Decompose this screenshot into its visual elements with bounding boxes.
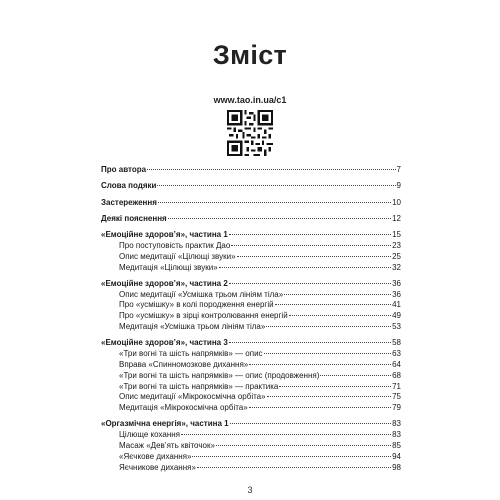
toc-entry-title: «Емоційне здоров’я», частина 1 [101,230,228,240]
toc-entry-page: 85 [392,441,401,451]
toc-entry-page: 75 [392,392,401,402]
toc-entry-title: Про «усмішку» в зірці контролювання енергій [119,311,288,321]
toc-entry-title: Опис медитації «Мікрокосмічна орбіта» [119,392,266,402]
toc-entry-title: «Емоційне здоров’я», частина 3 [101,338,228,348]
toc-entry-row[interactable] [101,403,401,414]
dot-leader [229,234,391,235]
dot-leader [320,375,391,376]
dot-leader [168,218,391,219]
dot-leader [267,396,392,397]
dot-leader [197,467,391,468]
toc-section [101,181,401,192]
dot-leader [284,294,391,295]
dot-leader [192,456,391,457]
table-of-contents [101,165,401,479]
toc-section [101,230,401,273]
dot-leader [216,445,391,446]
toc-entry-row[interactable] [101,322,401,333]
toc-heading-row[interactable] [101,338,401,349]
toc-entry-page: 15 [392,230,401,240]
toc-heading-row[interactable] [101,214,401,225]
toc-entry-row[interactable] [101,252,401,263]
toc-entry-page: 68 [392,370,401,380]
toc-entry-title: Яєчникове дихання» [119,462,196,472]
dot-leader [249,364,391,365]
dot-leader [231,245,391,246]
toc-entry-row[interactable] [101,382,401,393]
toc-entry-title: Цілюще кохання [119,430,181,440]
toc-entry-page: 98 [392,462,401,472]
toc-entry-row[interactable] [101,371,401,382]
website-url[interactable]: www.tao.in.ua/c1 [213,95,287,105]
dot-leader [279,386,391,387]
toc-entry-page: 58 [392,338,401,348]
toc-entry-page: 79 [392,403,401,413]
toc-entry-page: 9 [396,181,401,191]
page-title: Зміст [212,40,288,70]
toc-entry-page: 36 [392,278,401,288]
toc-entry-row[interactable] [101,263,401,274]
toc-entry-title: Медитація «Усмішка трьом лініям тіла» [119,322,266,332]
toc-entry-row[interactable] [101,441,401,452]
toc-entry-row[interactable] [101,430,401,441]
toc-entry-title: Опис медитації «Усмішка трьом лініям тіла» [119,289,284,299]
toc-entry-row[interactable] [101,349,401,360]
toc-entry-page: 63 [392,349,401,359]
toc-entry-row[interactable] [101,452,401,463]
toc-entry-title: «Яєчкове дихання» [119,451,192,461]
toc-entry-page: 7 [396,165,401,174]
dot-leader [230,423,392,424]
toc-section [101,419,401,473]
toc-entry-page: 25 [392,251,401,261]
toc-entry-title: Про «усмішку» в колі породження енергій [119,300,274,310]
toc-entry-title: Про автора [101,165,147,174]
dot-leader [147,169,396,170]
dot-leader [229,283,391,284]
toc-heading-row[interactable] [101,230,401,241]
toc-entry-page: 49 [392,311,401,321]
toc-section [101,198,401,209]
dot-leader [237,256,392,257]
dot-leader [157,185,395,186]
toc-heading-row[interactable] [101,165,401,176]
toc-entry-page: 12 [392,213,401,223]
toc-entry-row[interactable] [101,300,401,311]
toc-heading-row[interactable] [101,181,401,192]
toc-entry-page: 23 [392,240,401,250]
toc-entry-row[interactable] [101,463,401,474]
toc-entry-page: 71 [392,381,401,391]
toc-entry-title: «Три вогні та шість напрямків» — опис [119,349,263,359]
toc-entry-title: Масаж «Дев’ять квіточок» [119,441,215,451]
toc-entry-page: 32 [392,262,401,272]
dot-leader [264,353,392,354]
toc-entry-title: Вправа «Спинномозкове дихання» [119,359,249,369]
toc-section [101,165,401,176]
toc-entry-title: Застереження [101,197,157,207]
toc-entry-page: 83 [392,419,401,429]
dot-leader [275,304,392,305]
page-number: 3 [247,485,253,495]
toc-entry-page: 53 [392,322,401,332]
toc-entry-page: 83 [392,430,401,440]
toc-entry-title: «Емоційне здоров’я», частина 2 [101,278,228,288]
toc-section [101,338,401,414]
toc-entry-title: «Три вогні та шість напрямків» — практика [119,381,279,391]
dot-leader [249,407,391,408]
toc-entry-row[interactable] [101,360,401,371]
dot-leader [181,434,391,435]
dot-leader [229,342,391,343]
toc-entry-page: 41 [392,300,401,310]
toc-entry-row[interactable] [101,241,401,252]
toc-entry-title: «Оргазмічна енергія», частина 1 [101,419,229,429]
toc-section [101,279,401,333]
toc-entry-title: Опис медитації «Цілющі звуки» [119,251,236,261]
toc-entry-title: «Три вогні та шість напрямків» — опис (продовження) [119,370,320,380]
toc-entry-row[interactable] [101,392,401,403]
toc-section [101,214,401,225]
toc-entry-page: 64 [392,359,401,369]
toc-entry-page: 36 [392,289,401,299]
qr-code-icon [227,110,273,156]
toc-heading-row[interactable] [101,198,401,209]
toc-heading-row[interactable] [101,279,401,290]
dot-leader [266,326,391,327]
dot-leader [219,267,391,268]
toc-entry-page: 10 [392,197,401,207]
toc-entry-title: Слова подяки [101,181,157,191]
dot-leader [158,202,391,203]
toc-entry-row[interactable] [101,311,401,322]
toc-entry-title: Деякі пояснення [101,213,167,223]
toc-entry-title: Медитація «Мікрокосмічна орбіта» [119,403,248,413]
dot-leader [289,315,391,316]
toc-entry-row[interactable] [101,290,401,301]
toc-entry-title: Про поступовість практик Дао [119,240,231,250]
toc-heading-row[interactable] [101,419,401,430]
toc-entry-page: 94 [392,451,401,461]
toc-entry-title: Медитація «Цілющі звуки» [119,262,218,272]
